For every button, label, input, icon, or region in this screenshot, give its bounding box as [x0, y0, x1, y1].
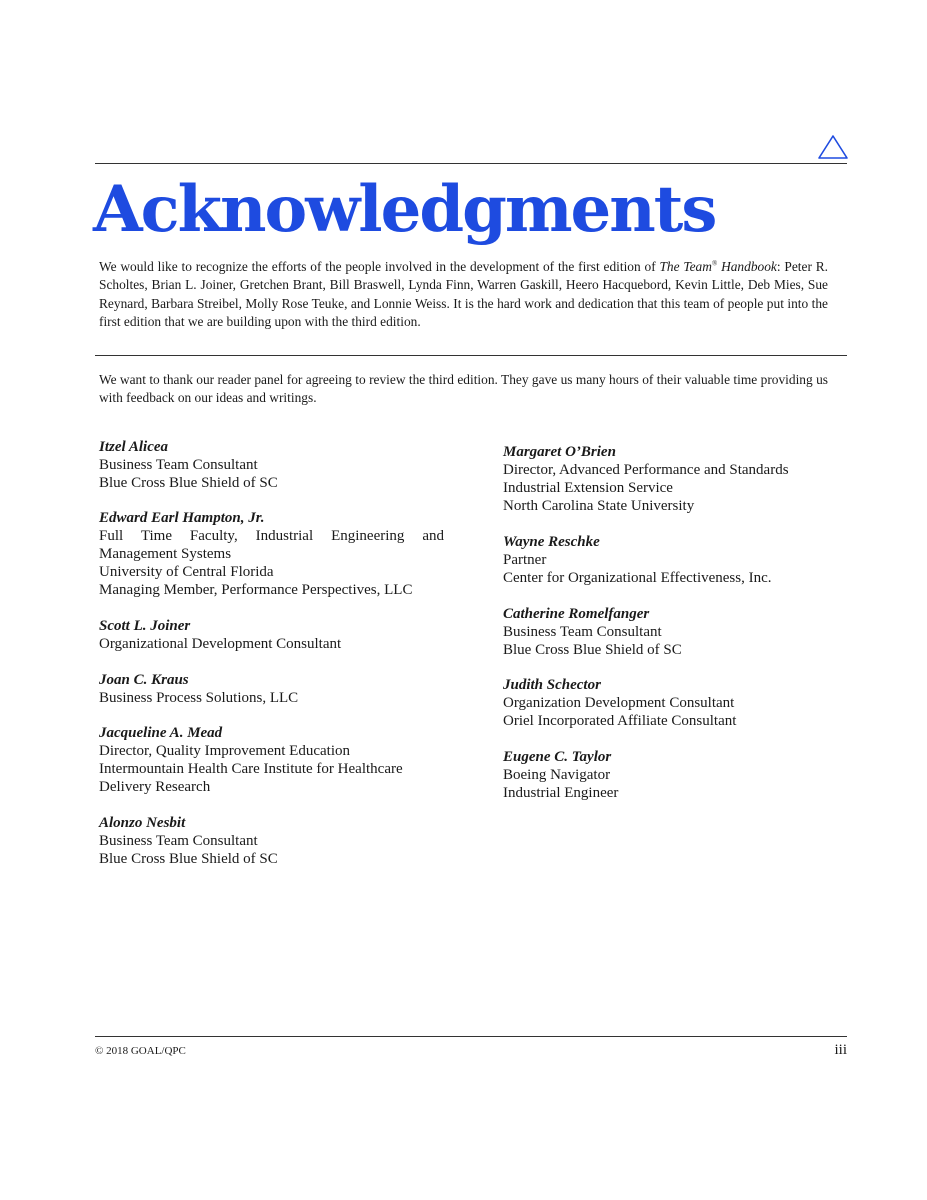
reviewer-entry: [503, 533, 848, 587]
reviewer-detail: Business Team Consultant: [99, 457, 258, 473]
reviewer-detail: Business Team Consultant: [99, 833, 258, 849]
reviewer-detail: Oriel Incorporated Affiliate Consultant: [503, 713, 737, 729]
reviewer-detail: Partner: [503, 552, 547, 568]
page-title: Acknowledgments: [93, 172, 716, 247]
reviewer-name: Alonzo Nesbit: [99, 815, 186, 831]
reviewer-entry: [99, 724, 444, 796]
intro-text-after-title: : Peter R. Scholtes, Brian L. Joiner, Gretchen Brant, Bill Braswell, Lynda Finn, Warren Gaskill, Heero Hacquebord, Kevin Little, Deb Mies, Sue Reynard, Barbara Streibel, Molly Rose Teuke, and Lonnie Weiss. It is the hard work and dedication that this team of people put into the first edition that we are building upon with the third edition.: [99, 259, 829, 329]
reviewer-detail: Center for Organizational Effectiveness, Inc.: [503, 570, 772, 586]
reviewer-detail: Business Team Consultant: [503, 624, 662, 640]
reviewer-detail: Intermountain Health Care Institute for Healthcare Delivery Research: [99, 761, 403, 795]
reviewer-detail: Organizational Development Consultant: [99, 636, 342, 652]
reviewer-name: Eugene C. Taylor: [503, 749, 612, 765]
reviewer-entry: [99, 438, 444, 492]
copyright-notice: © 2018 GOAL/QPC: [95, 1045, 186, 1057]
section-divider: [95, 355, 847, 356]
reviewer-name: Scott L. Joiner: [99, 618, 191, 634]
footer-divider: [95, 1036, 847, 1037]
reviewer-entry: [99, 814, 444, 868]
reviewer-detail: Industrial Extension Service: [503, 480, 673, 496]
reviewer-name: Margaret O’Brien: [503, 444, 616, 460]
reviewer-detail: University of Central Florida: [99, 564, 274, 580]
book-title-end: Handbook: [717, 259, 777, 274]
triangle-outline-icon: [817, 133, 849, 161]
reviewer-detail: Full Time Faculty, Industrial Engineering and Management Systems: [99, 528, 444, 562]
intro-paragraph-first-edition: [99, 258, 828, 331]
reviewer-entry: [503, 443, 848, 515]
reviewer-name: Catherine Romelfanger: [503, 606, 650, 622]
reviewer-detail: Director, Advanced Performance and Standards: [503, 462, 789, 478]
reviewer-detail: Business Process Solutions, LLC: [99, 690, 299, 706]
reviewer-name: Judith Schector: [503, 677, 601, 693]
reviewer-entry: [503, 748, 848, 802]
reviewer-entry: [99, 509, 444, 599]
reviewer-name: Edward Earl Hampton, Jr.: [99, 510, 265, 526]
reviewer-entry: [503, 676, 848, 730]
page-number: iii: [834, 1042, 847, 1058]
reviewer-detail: Organization Development Consultant: [503, 695, 735, 711]
reviewer-detail: Director, Quality Improvement Education: [99, 743, 350, 759]
reviewer-name: Jacqueline A. Mead: [99, 725, 223, 741]
reviewer-detail: Blue Cross Blue Shield of SC: [99, 475, 278, 491]
reviewer-name: Itzel Alicea: [99, 439, 169, 455]
book-title-text: The Team: [659, 259, 712, 274]
reviewer-entry: [99, 671, 444, 707]
reviewer-detail: Boeing Navigator: [503, 767, 611, 783]
intro-text-before-title: We would like to recognize the efforts of the people involved in the development of the first edition of: [99, 259, 660, 274]
reviewer-entry: [99, 617, 444, 653]
reviewer-entry: [503, 605, 848, 659]
book-title: [659, 259, 776, 274]
reviewer-name: Joan C. Kraus: [99, 672, 189, 688]
reviewer-detail: Industrial Engineer: [503, 785, 619, 801]
intro-paragraph-reader-panel: We want to thank our reader panel for agreeing to review the third edition. They gave us many hours of their valuable time providing us with feedback on our ideas and writings.: [99, 372, 828, 406]
top-divider: [95, 163, 847, 164]
registered-mark: ®: [711, 259, 718, 268]
reviewer-name: Wayne Reschke: [503, 534, 600, 550]
reviewer-detail: Blue Cross Blue Shield of SC: [99, 851, 278, 867]
reviewer-detail: Managing Member, Performance Perspectives, LLC: [99, 582, 413, 598]
reviewer-detail: Blue Cross Blue Shield of SC: [503, 642, 682, 658]
reviewer-detail: North Carolina State University: [503, 498, 695, 514]
